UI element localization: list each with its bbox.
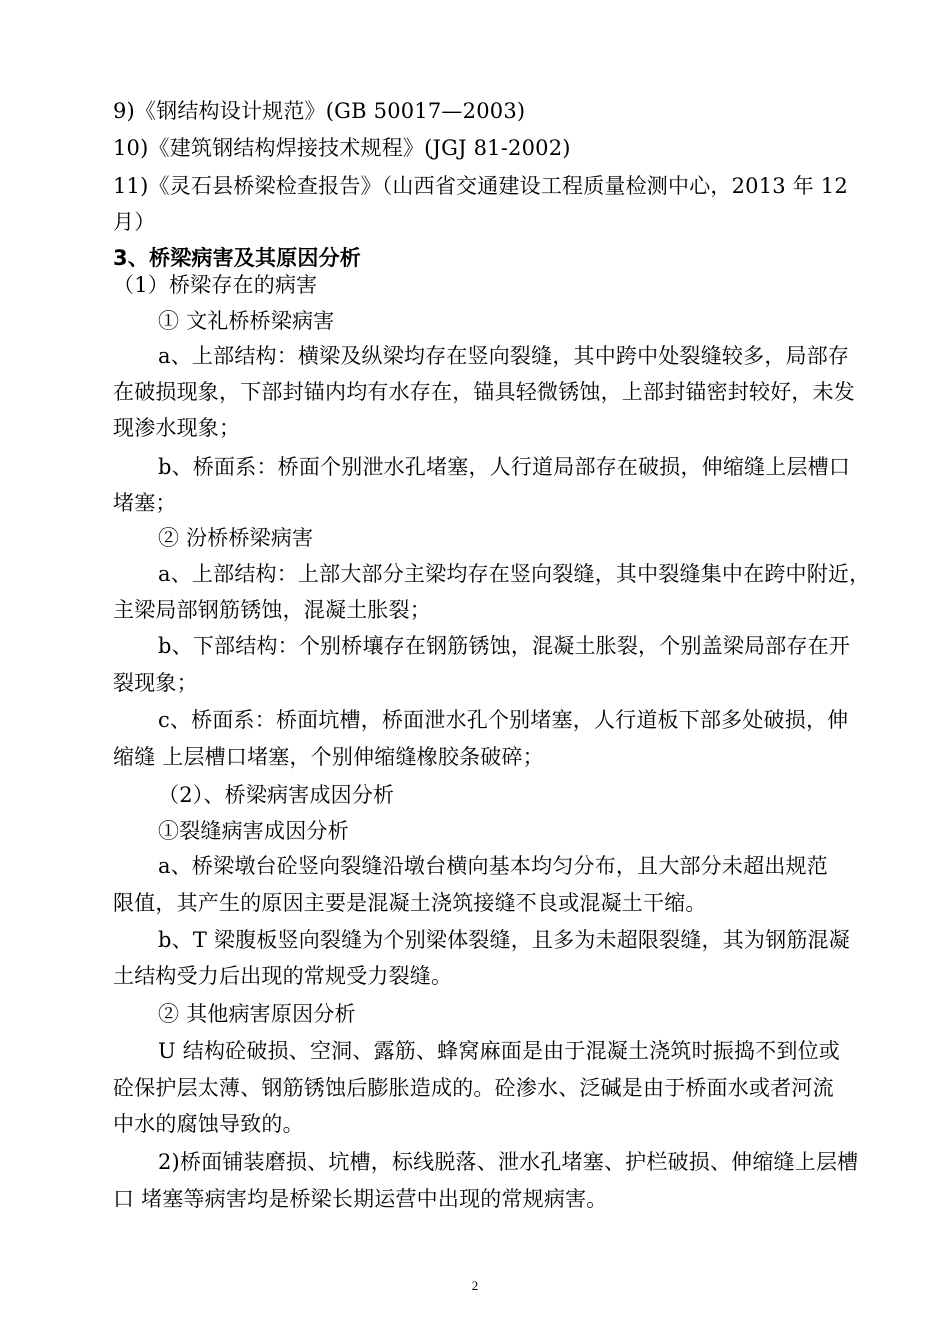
section-heading: 3、桥梁病害及其原因分析 (113, 246, 362, 270)
item-heading-other-analysis: ② 其他病害原因分析 (158, 1002, 356, 1026)
reference-10: 10)《建筑钢结构焊接技术规程》(JGJ 81-2002) (113, 136, 571, 160)
paragraph-line: 限值，其产生的原因主要是混凝土浇筑接缝不良或混凝土干缩。 (113, 891, 707, 915)
reference-11-continuation: 月） (113, 210, 156, 234)
paragraph-line: 2)桥面铺装磨损、坑槽，标线脱落、泄水孔堵塞、护栏破损、伸缩缝上层槽 (158, 1150, 859, 1174)
paragraph-line: b、下部结构：个别桥壤存在钢筋锈蚀，混凝土胀裂，个别盖梁局部存在开 (158, 634, 851, 658)
paragraph-line: 缩缝 上层槽口堵塞，个别伸缩缝橡胶条破碎； (113, 745, 544, 769)
reference-9: 9)《钢结构设计规范》(GB 50017—2003) (113, 99, 526, 123)
page-number: 2 (471, 1278, 479, 1293)
item-heading-wenli-bridge: ① 文礼桥桥梁病害 (158, 309, 335, 333)
paragraph-line: 裂现象； (113, 671, 198, 695)
item-heading-crack-analysis: ①裂缝病害成因分析 (158, 819, 349, 843)
paragraph-line: 土结构受力后出现的常规受力裂缝。 (113, 964, 453, 988)
paragraph-line: 在破损现象，下部封锚内均有水存在，锚具轻微锈蚀，上部封锚密封较好，未发 (113, 380, 855, 404)
paragraph-line: c、桥面系：桥面坑槽，桥面泄水孔个别堵塞，人行道板下部多处破损，伸 (158, 708, 849, 732)
subsection-heading-1: （1）桥梁存在的病害 (113, 273, 318, 297)
paragraph-line: 砼保护层太薄、钢筋锈蚀后膨胀造成的。砼渗水、泛碱是由于桥面水或者河流 (113, 1076, 834, 1100)
paragraph-line: a、上部结构：上部大部分主梁均存在竖向裂缝，其中裂缝集中在跨中附近， (158, 562, 871, 586)
paragraph-line: 口 堵塞等病害均是桥梁长期运营中出现的常规病害。 (113, 1187, 608, 1211)
paragraph-line: U 结构砼破损、空洞、露筋、蜂窝麻面是由于混凝土浇筑时振捣不到位或 (158, 1039, 840, 1063)
item-heading-fen-bridge: ② 汾桥桥梁病害 (158, 526, 314, 550)
paragraph-line: 现渗水现象； (113, 416, 241, 440)
paragraph-line: a、上部结构：横梁及纵梁均存在竖向裂缝，其中跨中处裂缝较多，局部存 (158, 344, 850, 368)
paragraph-line: b、T 梁腹板竖向裂缝为个别梁体裂缝，且多为未超限裂缝，其为钢筋混凝 (158, 928, 850, 952)
paragraph-line: a、桥梁墩台砼竖向裂缝沿墩台横向基本均匀分布，且大部分未超出规范 (158, 854, 828, 878)
paragraph-line: 中水的腐蚀导致的。 (113, 1112, 304, 1136)
paragraph-line: 堵塞； (113, 491, 177, 515)
paragraph-line: 主梁局部钢筋锈蚀，混凝土胀裂； (113, 598, 431, 622)
paragraph-line: b、桥面系：桥面个别泄水孔堵塞，人行道局部存在破损，伸缩缝上层槽口 (158, 455, 851, 479)
subsection-heading-2: （2）、桥梁病害成因分析 (158, 783, 395, 807)
reference-11: 11)《灵石县桥梁检查报告》（山西省交通建设工程质量检测中心，2013 年 12 (113, 174, 848, 198)
